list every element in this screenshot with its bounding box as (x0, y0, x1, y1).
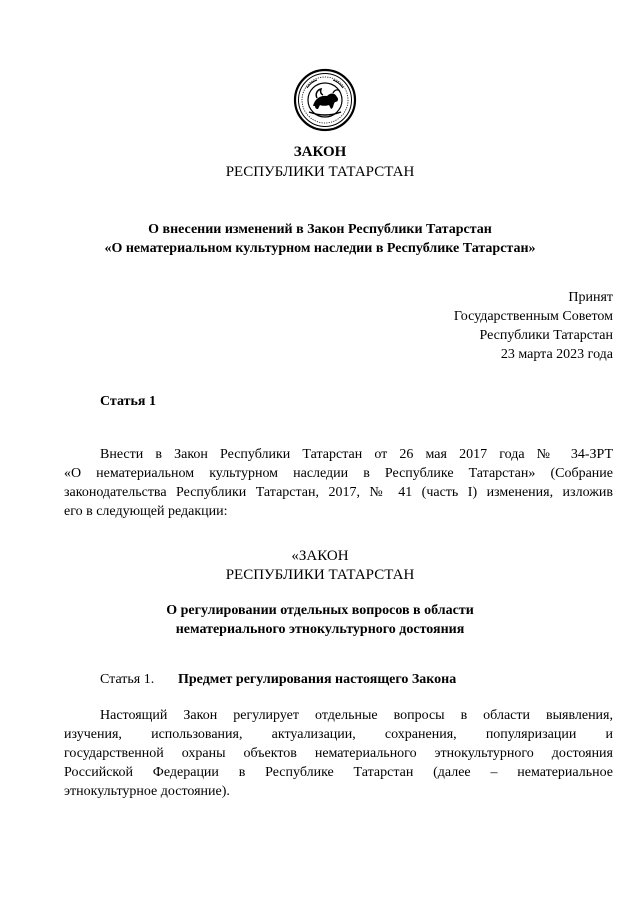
law-name-line1: О внесении изменений в Закон Республики Татарстан (148, 222, 492, 237)
paragraph-line: Настоящий Закон регулирует отдельные вопросы в области выявления, (100, 708, 613, 723)
paragraph-line: законодательства Республики Татарстан, 2017, № 41 (часть I) изменения, изложив (64, 485, 613, 500)
new-article-paragraph (64, 706, 613, 801)
new-law-name-line1: О регулировании отдельных вопросов в области (166, 603, 474, 618)
paragraph-line: государственной охраны объектов нематериального этнокультурного достояния (64, 746, 613, 761)
article1-heading: Статья 1 (100, 394, 156, 409)
law-name-line2: «О нематериальном культурном наследии в Республике Татарстан» (104, 241, 536, 256)
adoption-line2: Государственным Советом (453, 309, 613, 324)
article-title-text: Предмет регулирования настоящего Закона (178, 672, 457, 687)
new-law-title: «ЗАКОН (291, 548, 349, 564)
law-title: ЗАКОН (293, 144, 347, 160)
new-law-subtitle: РЕСПУБЛИКИ ТАТАРСТАН (225, 567, 415, 583)
paragraph-line: этнокультурное достояние). (64, 784, 230, 799)
article1-paragraph (64, 445, 613, 521)
new-law-name-line2: нематериального этнокультурного достояния (175, 622, 465, 637)
adoption-line3: Республики Татарстан (479, 328, 613, 343)
paragraph-line: изучения, использования, актуализации, сохранения, популяризации и (64, 727, 613, 742)
paragraph-line: Внести в Закон Республики Татарстан от 26 мая 2017 года № 34-ЗРТ (100, 447, 613, 462)
adoption-date: 23 марта 2023 года (500, 347, 613, 362)
new-article-title (100, 672, 456, 688)
coat-of-arms-icon (293, 68, 357, 132)
article-number: Статья 1. (100, 672, 155, 687)
law-subtitle: РЕСПУБЛИКИ ТАТАРСТАН (225, 164, 415, 180)
paragraph-line: Российской Федерации в Республике Татарстан (далее – нематериальное (64, 765, 613, 780)
paragraph-line: его в следующей редакции: (64, 504, 228, 519)
paragraph-line: «О нематериальном культурном наследии в Республике Татарстан» (Собрание (64, 466, 613, 481)
adoption-line1: Принят (568, 290, 613, 305)
